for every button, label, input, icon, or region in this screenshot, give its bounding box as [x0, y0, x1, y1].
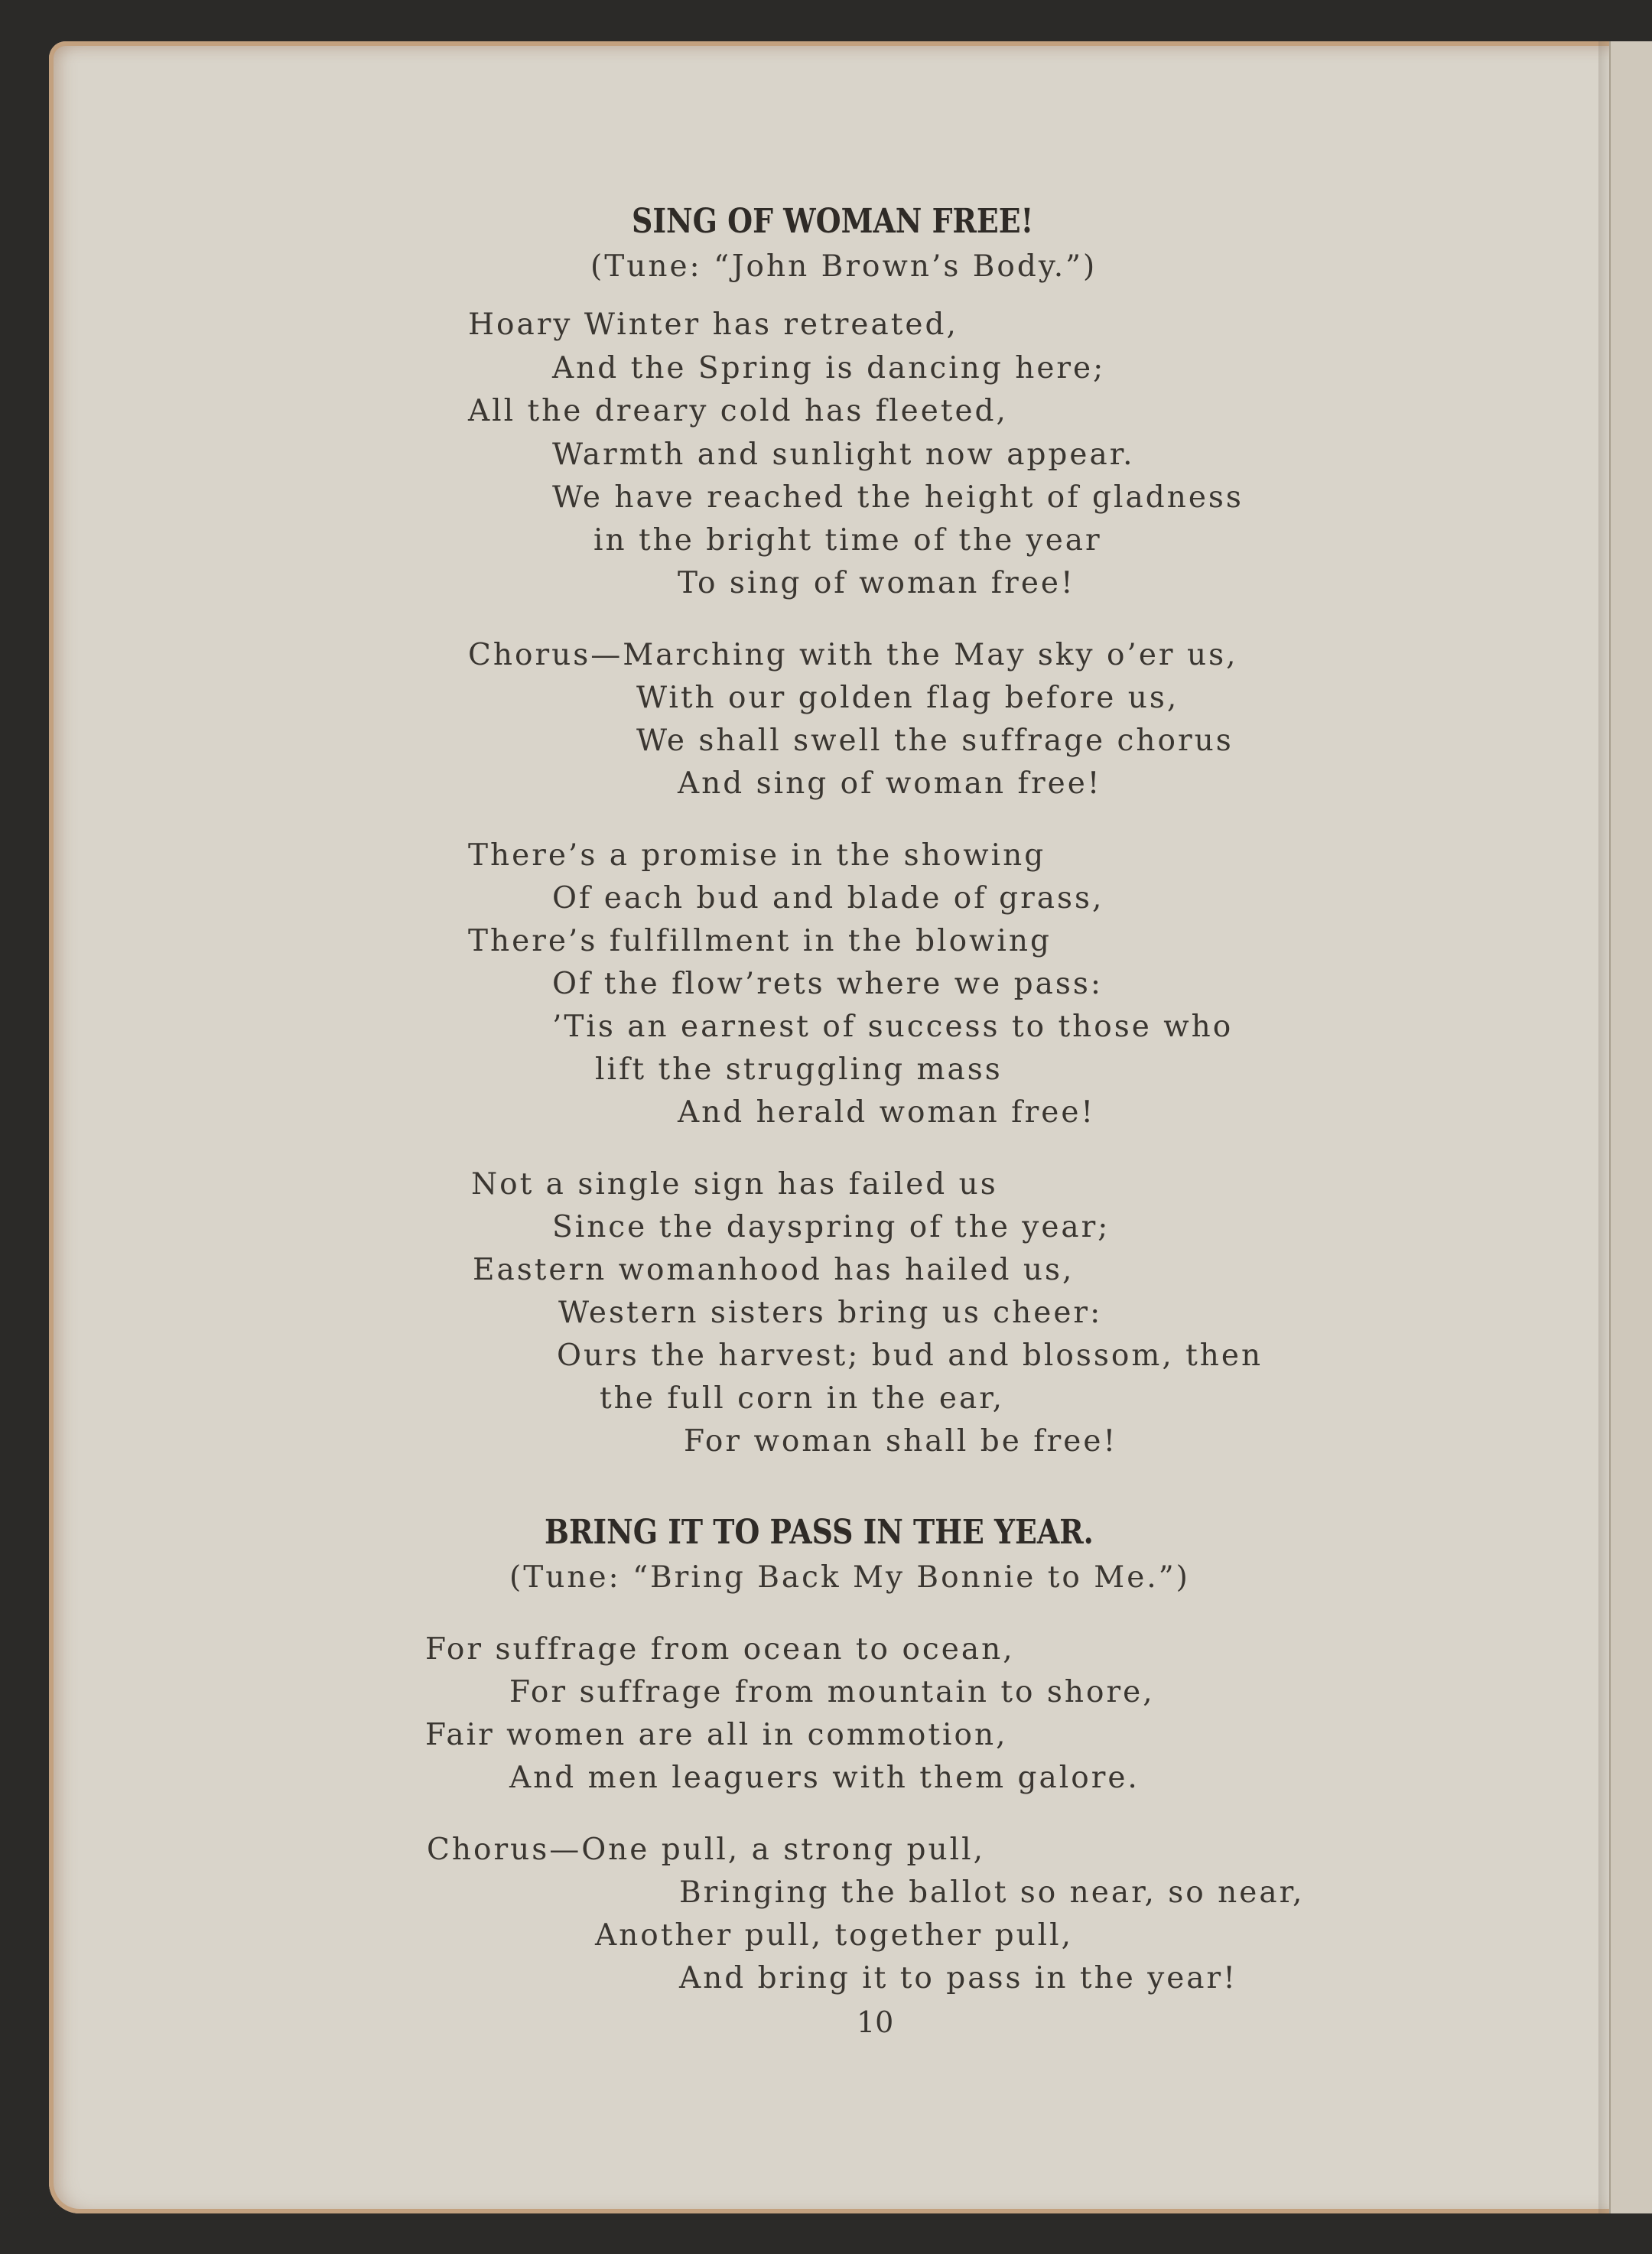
verse-line: And the Spring is dancing here;	[552, 351, 1106, 385]
verse-line: Not a single sign has failed us	[471, 1167, 998, 1202]
verse-line: For suffrage from ocean to ocean,	[425, 1632, 1015, 1667]
page-fold-shadow	[1598, 41, 1609, 2213]
verse-line: Ours the harvest; bud and blossom, then	[557, 1338, 1263, 1373]
verse-line: Warmth and sunlight now appear.	[552, 437, 1135, 472]
verse-line: There’s a promise in the showing	[468, 838, 1046, 873]
chorus-line: Chorus—One pull, a strong pull,	[427, 1833, 985, 1867]
verse-line: For woman shall be free!	[684, 1424, 1118, 1459]
adjacent-page-edge	[1609, 41, 1652, 2213]
verse-line: Hoary Winter has retreated,	[468, 307, 958, 342]
verse-line: Eastern womanhood has hailed us,	[473, 1253, 1075, 1287]
verse-line: Since the dayspring of the year;	[552, 1210, 1111, 1244]
verse-line: lift the struggling mass	[595, 1052, 1003, 1087]
song-tune: (Tune: “Bring Back My Bonnie to Me.”)	[509, 1560, 1190, 1595]
verse-line: Of each bud and blade of grass,	[552, 881, 1104, 916]
chorus-line: We shall swell the suffrage chorus	[636, 724, 1234, 758]
chorus-line: Another pull, together pull,	[595, 1918, 1074, 1953]
verse-line: For suffrage from mountain to shore,	[509, 1675, 1155, 1709]
verse-line: And herald woman free!	[678, 1095, 1096, 1130]
song-title: BRING IT TO PASS IN THE YEAR.	[545, 1513, 1094, 1552]
chorus-line: And sing of woman free!	[678, 766, 1102, 801]
page-number: 10	[857, 2005, 894, 2039]
chorus-line: With our golden flag before us,	[636, 681, 1179, 715]
verse-line: To sing of woman free!	[678, 566, 1075, 600]
verse-line: in the bright time of the year	[593, 523, 1102, 558]
verse-line: Fair women are all in commotion,	[425, 1718, 1008, 1752]
song-title: SING OF WOMAN FREE!	[632, 202, 1034, 241]
verse-line: All the dreary cold has fleeted,	[468, 394, 1008, 428]
verse-line: And men leaguers with them galore.	[509, 1761, 1140, 1795]
verse-line: ’Tis an earnest of success to those who	[552, 1010, 1234, 1044]
chorus-line: Chorus—Marching with the May sky o’er us,	[468, 638, 1238, 672]
chorus-line: Bringing the ballot so near, so near,	[679, 1875, 1305, 1910]
verse-line: We have reached the height of gladness	[552, 480, 1244, 515]
song-tune: (Tune: “John Brown’s Body.”)	[590, 249, 1098, 284]
verse-line: There’s fulfillment in the blowing	[468, 924, 1052, 958]
verse-line: Western sisters bring us cheer:	[558, 1296, 1103, 1330]
verse-line: Of the flow’rets where we pass:	[552, 967, 1103, 1001]
chorus-line: And bring it to pass in the year!	[679, 1961, 1237, 1995]
verse-line: the full corn in the ear,	[600, 1381, 1004, 1416]
